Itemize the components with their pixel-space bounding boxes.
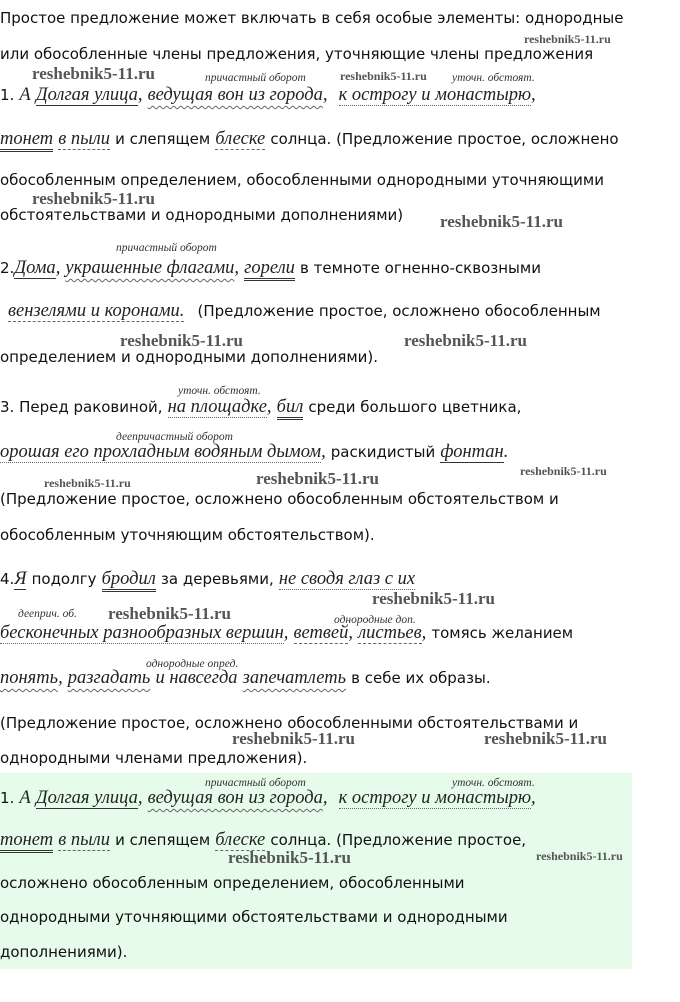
watermark: reshebnik5-11.ru <box>44 476 131 490</box>
watermark: reshebnik5-11.ru <box>232 729 355 748</box>
object: листьев <box>358 623 422 643</box>
sentence-5-line-3: осложнено обособленным определением, обособленными <box>0 874 465 892</box>
text: солнца. (Предложение простое, осложнено <box>270 130 619 148</box>
object: в пыли <box>58 830 110 850</box>
text: (Предложение простое, осложнено обособленным <box>197 302 601 320</box>
clarifying-adverbial: к острогу и монастырю <box>338 85 532 105</box>
sentence-3-line-1 <box>0 396 521 418</box>
comma: , <box>55 258 61 278</box>
gerund-phrase: не сводя глаз с их <box>278 569 416 589</box>
watermark: reshebnik5-11.ru <box>440 212 563 231</box>
sentence-4-line-1 <box>0 568 415 590</box>
sentence-2-line-2 <box>8 300 601 322</box>
object: в пыли <box>58 129 110 149</box>
note-homogeneous-objects: однородные доп. <box>334 614 416 626</box>
predicate: тонет <box>0 830 53 853</box>
infinitive: разгадать <box>67 668 151 688</box>
sentence-4-line-5: (Предложение простое, осложнено обособленными обстоятельствами и <box>0 714 579 732</box>
comma: , <box>531 788 536 808</box>
sentence-5-line-1 <box>0 787 536 809</box>
text: подолгу <box>31 570 97 588</box>
note-participial: причастный оборот <box>205 72 306 84</box>
note-participial: причастный оборот <box>116 242 217 254</box>
watermark: reshebnik5-11.ru <box>340 69 427 83</box>
watermark: reshebnik5-11.ru <box>520 464 607 478</box>
participial-phrase: украшенные флагами <box>65 258 235 278</box>
comma: , <box>137 85 143 105</box>
sentence-5-line-4: однородными уточняющими обстоятельствами и однородными <box>0 908 508 926</box>
gerund-phrase: орошая его прохладным водяным дымом <box>0 442 322 462</box>
sentence-4-line-2 <box>0 622 573 644</box>
clarifying-adverbial: к острогу и монастырю <box>338 788 532 808</box>
watermark: reshebnik5-11.ru <box>120 331 243 350</box>
word: А <box>19 85 31 105</box>
object: блеске <box>215 830 266 850</box>
comma: , <box>348 623 353 643</box>
gerund-phrase: бесконечных разнообразных вершин <box>0 623 284 643</box>
watermark: reshebnik5-11.ru <box>32 189 155 208</box>
comma: , <box>234 258 240 278</box>
predicate: бил <box>277 397 304 420</box>
subject: Долгая улица <box>35 788 138 808</box>
comma: , <box>266 397 272 417</box>
watermark: reshebnik5-11.ru <box>256 469 379 488</box>
comma: , <box>421 623 427 643</box>
text: в себе их образы. <box>351 669 491 687</box>
sentence-number: 2. <box>0 259 15 277</box>
sentence-number: 4. <box>0 570 15 588</box>
sentence-3-line-2 <box>0 441 508 463</box>
period: . <box>503 442 509 462</box>
subject: Я <box>14 569 27 589</box>
text: и навсегда <box>155 668 238 688</box>
sentence-4-line-3 <box>0 667 491 689</box>
infinitive: понять <box>0 668 59 688</box>
intro-line-2: или обособленные члены предложения, уточняющие члены предложения <box>0 45 594 63</box>
comma: , <box>321 442 326 462</box>
watermark: reshebnik5-11.ru <box>404 331 527 350</box>
comma: , <box>322 788 328 808</box>
text: томясь желанием <box>431 624 574 642</box>
text: раскидистый <box>330 443 436 461</box>
participial-phrase: ведущая вон из города <box>147 788 323 808</box>
clarifying-adverbial: на площадке <box>167 397 267 417</box>
intro-line-1: Простое предложение может включать в себя особые элементы: однородные <box>0 9 624 27</box>
sentence-3-line-3: (Предложение простое, осложнено обособленным обстоятельством и <box>0 490 559 508</box>
sentence-1-line-3: обособленным определением, обособленными однородными уточняющими <box>0 171 604 189</box>
watermark: reshebnik5-11.ru <box>108 604 231 623</box>
subject: Долгая улица <box>35 85 138 105</box>
object: ветвей <box>293 623 349 643</box>
predicate: бродил <box>102 569 156 592</box>
comma: , <box>531 85 536 105</box>
comma: , <box>322 85 328 105</box>
sentence-2-line-3: определением и однородными дополнениями). <box>0 348 379 366</box>
subject: фонтан <box>440 442 504 462</box>
sentence-1-line-2 <box>0 128 619 150</box>
predicate: тонет <box>0 129 53 152</box>
sentence-1-line-1 <box>0 84 536 106</box>
note-participial: причастный оборот <box>205 777 306 789</box>
watermark: reshebnik5-11.ru <box>484 729 607 748</box>
watermark: reshebnik5-11.ru <box>536 849 623 863</box>
text: среди большого цветника, <box>308 398 522 416</box>
comma: , <box>283 623 289 643</box>
text: 3. Перед раковиной, <box>0 398 163 416</box>
text: и слепящем <box>115 831 211 849</box>
predicate: горели <box>244 258 295 281</box>
comma: , <box>58 668 63 688</box>
object: блеске <box>215 129 266 149</box>
text: за деревьями, <box>160 570 274 588</box>
note-clarifying: уточн. обстоят. <box>452 777 535 789</box>
word: А <box>19 788 31 808</box>
watermark: reshebnik5-11.ru <box>524 32 611 46</box>
note-gerund: деепричастный оборот <box>116 431 233 443</box>
watermark: reshebnik5-11.ru <box>32 64 155 83</box>
sentence-number: 1. <box>0 86 15 104</box>
watermark: reshebnik5-11.ru <box>228 848 351 867</box>
sentence-number: 1. <box>0 789 15 807</box>
infinitive: запечатлеть <box>242 668 347 688</box>
sentence-1-line-4: обстоятельствами и однородными дополнениями) <box>0 206 404 224</box>
subject: Дома <box>14 258 56 278</box>
note-clarifying: уточн. обстоят. <box>452 72 535 84</box>
note-clarifying: уточн. обстоят. <box>178 385 261 397</box>
text: в темноте огненно-сквозными <box>300 259 541 277</box>
sentence-3-line-4: обособленным уточняющим обстоятельством). <box>0 526 375 544</box>
note-gerund: дееприч. об. <box>18 608 77 620</box>
text: солнца. (Предложение простое, <box>270 831 527 849</box>
watermark: reshebnik5-11.ru <box>372 589 495 608</box>
comma: , <box>137 788 143 808</box>
sentence-5-line-5: дополнениями). <box>0 943 128 961</box>
text: и слепящем <box>115 130 211 148</box>
note-homogeneous-attributes: однородные опред. <box>146 658 239 670</box>
sentence-4-line-6: однородными членами предложения). <box>0 749 308 767</box>
participial-phrase: ведущая вон из города <box>147 85 323 105</box>
object: вензелями и коронами. <box>8 301 185 321</box>
sentence-2-line-1 <box>0 257 541 279</box>
